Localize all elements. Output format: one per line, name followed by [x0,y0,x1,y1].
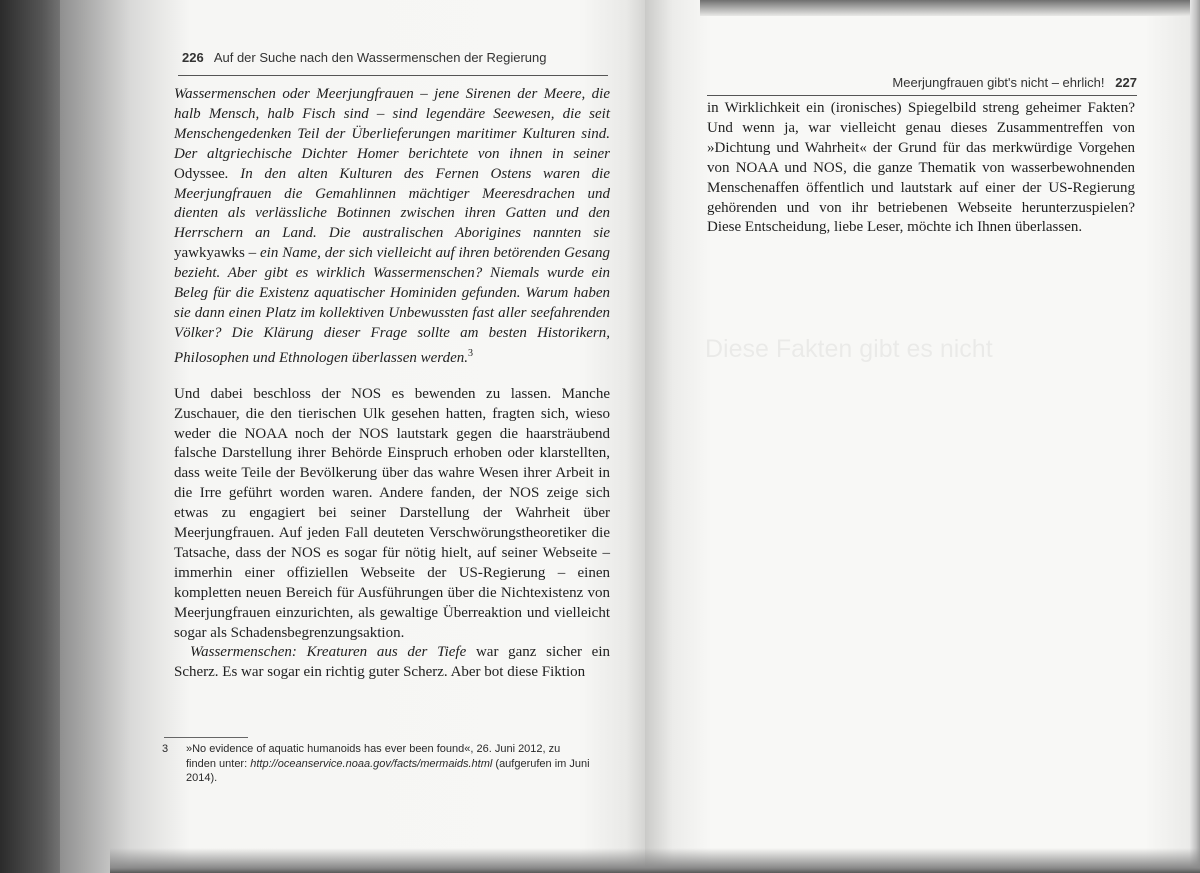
right-page-number: 227 [1115,75,1137,90]
left-page-number: 226 [182,50,204,65]
footnote-mark: 3 [468,347,473,359]
left-page [60,0,650,873]
quote-term: yawkyawks [174,245,245,262]
body-paragraph-2: Wassermenschen: Kreaturen aus der Tiefe war ganz sicher ein Scherz. Es war sogar ein richtig guter Scherz. Aber bot diese Fiktion [174,644,610,681]
right-body [707,99,1135,238]
left-running-head [182,50,546,65]
footnote-rule [164,737,248,738]
left-body [174,85,610,683]
block-quote: Wassermenschen oder Meerjungfrauen – jene Sirenen der Meere, die halb Mensch, halb Fisch sind – sind legendäre Seewesen, die seit Menschengedenken Teil der Überlieferungen maritimer Kulturen sind. Der altgriechische Dichter Homer berichtete von ihnen in seiner Odyssee. In den alten Kulturen des Fernen Ostens waren die Meerjungfrauen die Gemahlinnen mächtiger Meeresdrachen und dienten als verlässliche Botinnen zwischen ihren Gatten und den Herrschern an Land. Die australischen Aborigines nannten sie yawkyawks – ein Name, der sich vielleicht auf ihren betörenden Gesang bezieht. Aber gibt es wirklich Wassermenschen? Niemals wurde ein Beleg für die Existenz aquatischer Hominiden gefunden. Warum haben sie dann einen Platz im kollektiven Unbewussten fast aller seefahrenden Völker? Die Klärung dieser Frage sollte am besten Historikern, Philosophen und Ethnologen überlassen werden.$^3$ [174,86,610,366]
right-running-head [892,75,1137,90]
left-header-rule [178,75,608,76]
page-edges [1190,0,1200,873]
film-title: Wassermenschen: Kreaturen aus der Tiefe [190,644,467,661]
left-header-title: Auf der Suche nach den Wassermenschen der Regierung [213,50,547,65]
footnote-url[interactable]: http://oceanservice.noaa.gov/facts/mermaids.html [250,757,493,770]
footnote: 3 »No evidence of aquatic humanoids has ever been found«, 26. Juni 2012, zu finden unter: http://oceanservice.noaa.gov/facts/mermaids.html (aufgerufen im Juni 2014). [162,743,590,784]
right-page [645,0,1200,873]
right-header-rule [707,95,1137,96]
body-paragraph-1: Und dabei beschloss der NOS es bewenden zu lassen. Manche Zuschauer, die den tierischen Ulk gesehen hatten, fragten sich, wieso weder die NOAA noch der NOS lautstark gegen die haarsträubend falsche Darstellung ihrer Behörde Einspruch erhoben oder klarstellten, dass weite Teile der Bevölkerung über das wahre Wesen ihrer Arbeit in die Irre geführt worden waren. Andere fanden, der NOS zeige sich etwas zu engagiert bei seiner Darstellung der Wahrheit über Meerjungfrauen. Auf jeden Fall deuteten Verschwörungstheoretiker die Tatsache, dass der NOS es sogar für nötig hielt, auf seiner Webseite – immerhin einer offiziellen Webseite der US-Regierung – einen kompletten neuen Bereich für Ausführungen über die Nichtexistenz von Meerjungfrauen einzurichten, als gewaltige Überreaktion und vielleicht sogar als Schadensbegrenzungsaktion. [174,385,610,641]
quote-work-title: Odyssee [174,165,225,182]
footnote-number: 3 [162,743,169,755]
right-paragraph: in Wirklichkeit ein (ironisches) Spiegelbild streng geheimer Fakten? Und wenn ja, war vielleicht genau dieses Zusammentreffen von »Dichtung und Wahrheit« der Grund für das merkwürdige Vorgehen von NOAA und NOS, die ganze Thematik von wasserbewohnenden Menschenaffen öffentlich und lautstark auf einer der US-Regierung gehörenden und von ihr betriebenen Webseite herunterzuspielen? Diese Entscheidung, liebe Leser, möchte ich Ihnen überlassen. [707,100,1135,236]
bottom-shadow [110,848,1200,873]
show-through-text: Diese Fakten gibt es nicht [705,335,993,363]
right-header-title: Meerjungfrauen gibt's nicht – ehrlich! [892,75,1105,90]
top-shadow [700,0,1200,16]
